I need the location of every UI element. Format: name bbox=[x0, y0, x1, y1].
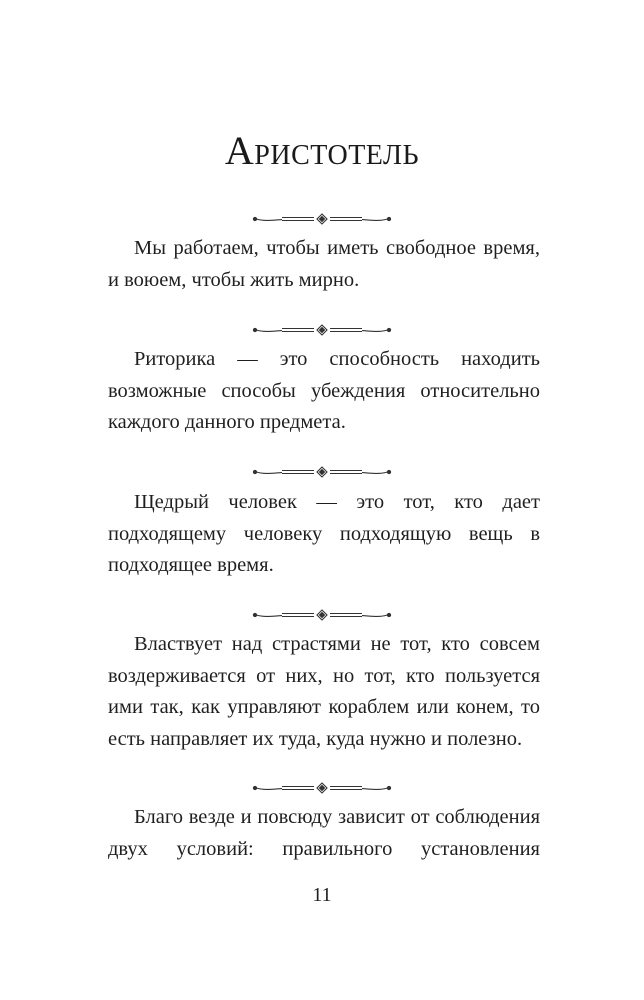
quote-text: Щедрый человек — это тот, кто дает подходящему человеку подходящую вещь в подходящее время. bbox=[108, 491, 540, 576]
quote-text: Благо везде и повсюду зависит от соблюдения двух условий: правильного установления bbox=[108, 806, 540, 860]
ornamental-divider-icon bbox=[252, 608, 392, 622]
page-number: 11 bbox=[312, 884, 332, 906]
page-title: Аристотель bbox=[224, 128, 420, 173]
quote-text: Властвует над страстями не тот, кто совсем воздерживается от них, но тот, кто пользуется ими так, как управляют кораблем или конем, то есть направляет их туда, куда нужно и полезно. bbox=[108, 633, 540, 750]
quote-text: Мы работаем, чтобы иметь свободное время, и воюем, чтобы жить мирно. bbox=[108, 237, 540, 291]
ornamental-divider-icon bbox=[252, 212, 392, 226]
ornamental-divider-icon bbox=[252, 465, 392, 479]
quote-text: Риторика — это способность находить возможные способы убеждения относительно каждого данного предмета. bbox=[108, 348, 540, 433]
ornamental-divider-icon bbox=[252, 323, 392, 337]
ornamental-divider-icon bbox=[252, 781, 392, 795]
